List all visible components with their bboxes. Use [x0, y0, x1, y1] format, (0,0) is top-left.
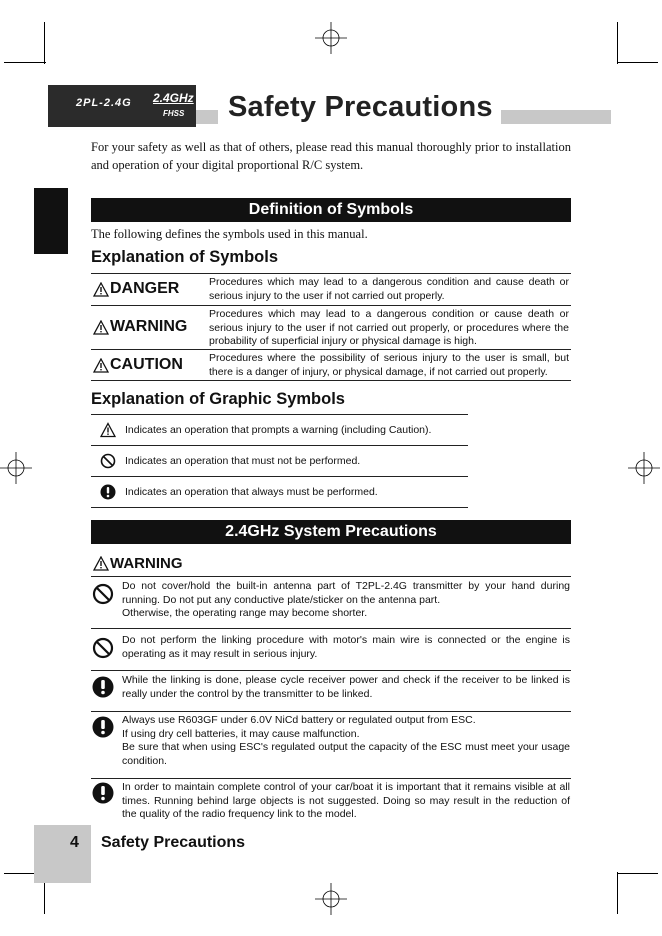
divider — [91, 349, 571, 350]
divider — [91, 628, 571, 629]
graphic-heading: Explanation of Graphic Symbols — [91, 390, 345, 408]
intro-paragraph: For your safety as well as that of others, please read this manual thoroughly prior to installation and operation of your digital proportional R/C system. — [91, 140, 571, 172]
warning-item-line: Do not cover/hold the built-in antenna part of T2PL-2.4G transmitter by your hand during running. Do not put any conductive plate/sticker on the antenna part. — [122, 580, 570, 606]
side-tab — [34, 188, 68, 254]
divider — [91, 273, 571, 274]
divider — [91, 576, 571, 577]
registration-mark-right — [628, 452, 660, 484]
system-warning-label — [93, 555, 183, 572]
mandatory-icon — [100, 484, 116, 500]
graphic-prohibited-text: Indicates an operation that must not be performed. — [125, 455, 361, 467]
warning-item-line: Otherwise, the operating range may become shorter. — [122, 607, 368, 619]
warning-item — [122, 781, 570, 822]
system-heading: 2.4GHz System Precautions — [91, 520, 571, 544]
warning-triangle-icon — [93, 556, 109, 571]
mandatory-icon — [92, 716, 114, 738]
divider — [91, 414, 468, 415]
prohibited-icon — [100, 453, 116, 469]
caution-label-text: CAUTION — [110, 356, 183, 373]
graphic-warning-text: Indicates an operation that prompts a warning (including Caution). — [125, 424, 432, 436]
footer-title: Safety Precautions — [101, 834, 246, 851]
prohibited-icon — [92, 637, 114, 659]
registration-mark-left — [0, 452, 32, 484]
warning-item — [122, 714, 570, 768]
warning-item — [122, 634, 570, 661]
registration-mark-top — [315, 22, 347, 54]
system-warning-label-text: WARNING — [110, 555, 183, 572]
page-title: Safety Precautions — [218, 88, 501, 126]
product-logo — [48, 85, 196, 127]
warning-description: Procedures which may lead to a dangerous condition or cause death or serious injury to the user if not carried out properly, or procedures where the probability of superficial injury or physical damage is high. — [209, 308, 569, 347]
warning-item-line: If using dry cell batteries, it may cause malfunction. — [122, 727, 360, 740]
caution-label — [93, 356, 183, 374]
caution-description: Procedures where the possibility of serious injury to the user is small, but there is a danger of injury, or physical damage, if not carried out properly. — [209, 352, 569, 378]
warning-item — [122, 580, 570, 621]
registration-mark-bottom — [315, 883, 347, 915]
logo-model: 2PL-2.4G — [76, 97, 132, 109]
definition-heading: Definition of Symbols — [91, 198, 571, 222]
definition-text: The following defines the symbols used in this manual. — [91, 227, 368, 241]
logo-fhss: FHSS — [163, 109, 185, 118]
page-number: 4 — [70, 834, 79, 851]
divider — [91, 305, 571, 306]
danger-label-text: DANGER — [110, 280, 180, 297]
warning-item — [122, 674, 570, 701]
warning-item-line: Do not perform the linking procedure with motor's main wire is connected or the engine is operating as it may result in serious injury. — [122, 634, 570, 660]
divider — [91, 711, 571, 712]
warning-item-line: Be sure that when using ESC's regulated output the capacity of the ESC must meet your usage condition. — [122, 741, 570, 767]
divider — [91, 476, 468, 477]
warning-item-line: Always use R603GF under 6.0V NiCd battery or regulated output from ESC. — [122, 714, 476, 726]
divider — [91, 778, 571, 779]
warning-item-line: In order to maintain complete control of your car/boat it is important that it remains visible at all times. Running behind large objects is not suggested. Doing so may result in the reduction of the quality of the radio frequency link to the model. — [122, 781, 570, 820]
mandatory-icon — [92, 676, 114, 698]
divider — [91, 507, 468, 508]
mandatory-icon — [92, 782, 114, 804]
divider — [91, 445, 468, 446]
logo-band: 2.4GHz — [153, 91, 194, 105]
warning-label-text: WARNING — [110, 318, 188, 335]
prohibited-icon — [92, 583, 114, 605]
divider — [91, 670, 571, 671]
danger-description: Procedures which may lead to a dangerous condition and cause death or serious injury to the user if not carried out properly. — [209, 276, 569, 302]
warning-item-line: While the linking is done, please cycle receiver power and check if the receiver to be linked is really under the control by the transmitter to be linked. — [122, 674, 570, 700]
warning-triangle-icon — [93, 358, 109, 373]
explanation-heading: Explanation of Symbols — [91, 248, 279, 266]
warning-triangle-icon — [93, 320, 109, 335]
warning-label — [93, 318, 187, 336]
warning-triangle-icon — [100, 422, 116, 438]
divider — [91, 380, 571, 381]
footer-tab — [34, 825, 91, 883]
danger-label — [93, 280, 179, 298]
warning-triangle-icon — [93, 282, 109, 297]
graphic-mandatory-text: Indicates an operation that always must be performed. — [125, 486, 378, 498]
